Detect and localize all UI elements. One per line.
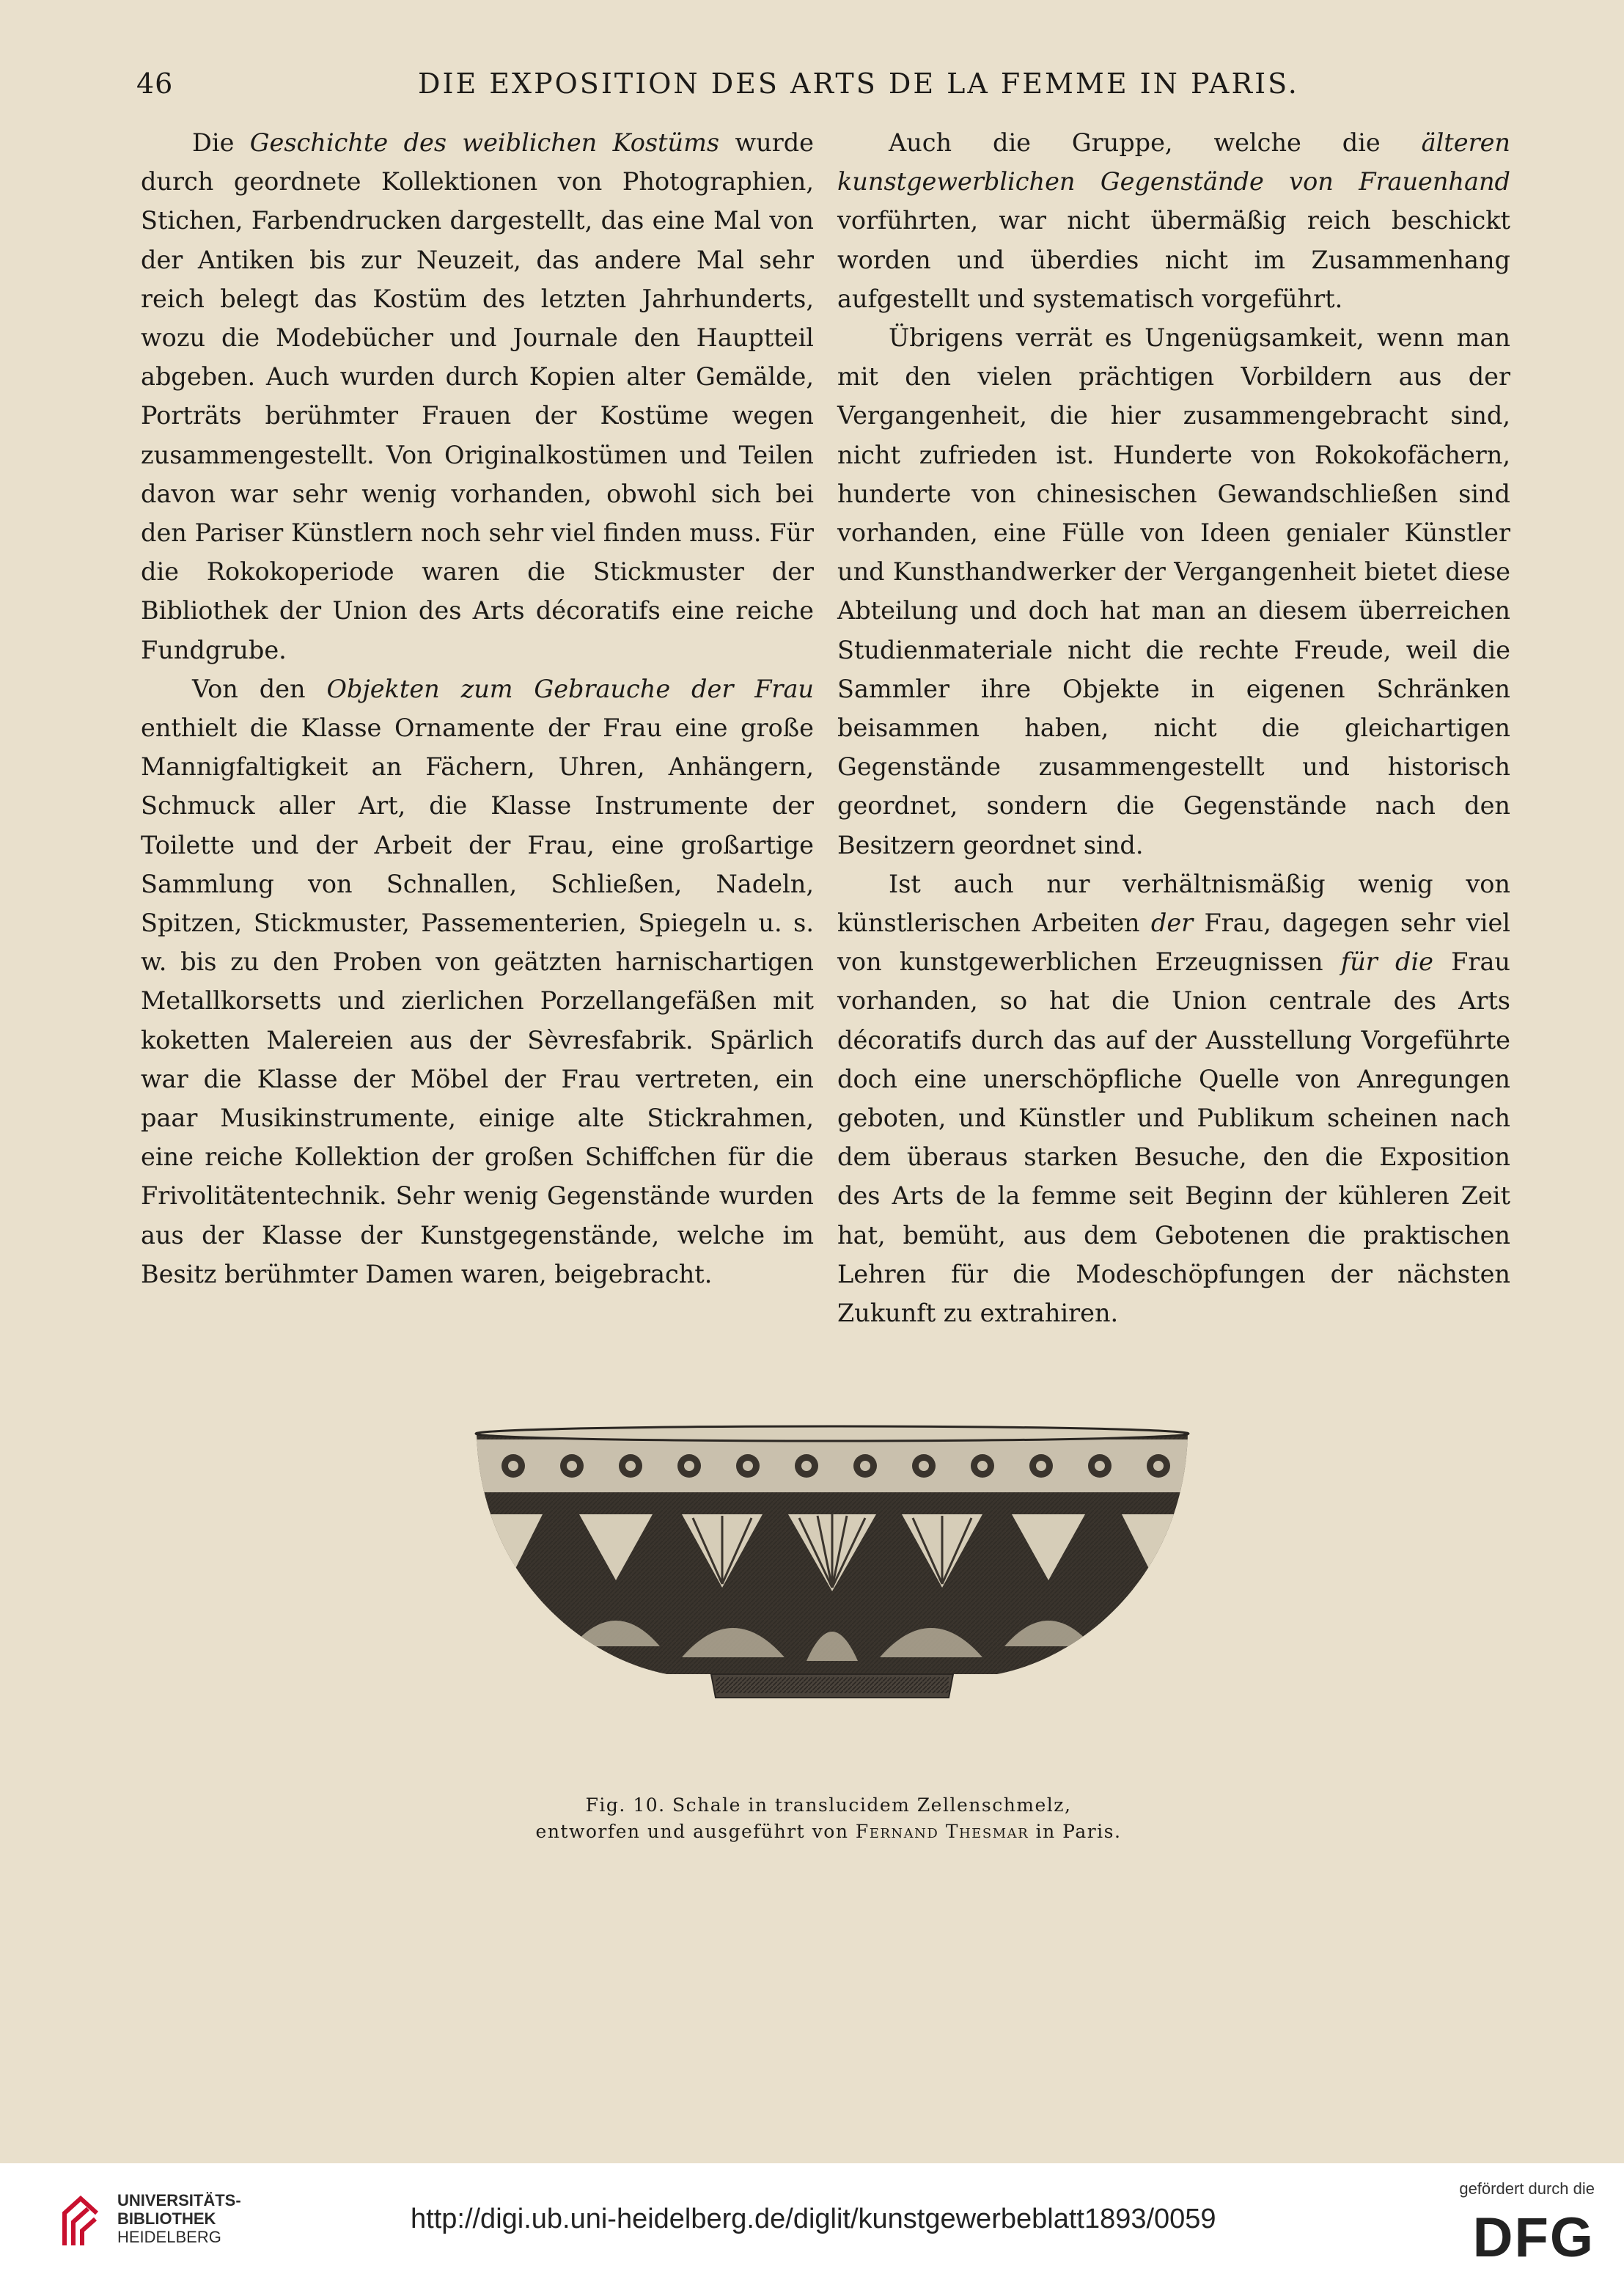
caption-line-2: entworfen und ausgeführt von Fernand Thesmar in Paris. <box>535 1821 1122 1842</box>
permalink-url[interactable]: http://digi.ub.uni-heidelberg.de/diglit/kunstgewerbeblatt1893/0059 <box>411 2204 1216 2234</box>
page-header <box>132 67 1510 111</box>
left-paragraph-2: Von den Objekten zum Gebrauche der Frau enthielt die Klasse Ornamente der Frau eine große Mannigfaltigkeit an Fächern, Uhren, Anhängern, Schmuck aller Art, die Klasse Instrumente der Toilette und der Arbeit der Frau, eine großartige Sammlung von Schnallen, Schließen, Nadeln, Spitzen, Stickmuster, Passementerien, Spiegeln u. s. w. bis zu den Proben von geätzten harnischartigen Metallkorsetts und zierlichen Porzellangefäßen mit koketten Malereien aus der Sèvresfabrik. Spärlich war die Klasse der Möbel der Frau vertreten, ein paar Musikinstrumente, einige alte Stickrahmen, eine reiche Kollektion der großen Schiffchen für die Frivolitätentechnik. Sehr wenig Gegenstände wurden aus der Klasse der Kunstgegenstände, welche im Besitz berühmter Damen waren, beigebracht. <box>141 674 814 1288</box>
right-paragraph-2: Übrigens verrät es Ungenügsamkeit, wenn man mit den vielen prächtigen Vorbildern aus der Vergangenheit, die hier zusammengebracht sind, nicht zufrieden ist. Hunderte von Rokokofächern, hunderte von chinesischen Gewandschließen sind vorhanden, eine Fülle von Ideen genialer Künstler und Kunsthandwerker der Vergangenheit bietet diese Abteilung und doch hat man an diesem überreichen Studienmateriale nicht die rechte Freude, weil die Sammler ihre Objekte in eigenen Schränken beisammen haben, nicht die gleichartigen Gegenstände zusammengestellt und historisch geordnet, sondern die Gegenstände nach den Besitzern geordnet sind. <box>837 323 1510 859</box>
running-title: DIE EXPOSITION DES ARTS DE LA FEMME IN PARIS. <box>418 67 1299 100</box>
funded-by-label: gefördert durch die <box>1459 2179 1595 2198</box>
caption-line-1: Fig. 10. Schale in translucidem Zellenschmelz, <box>585 1794 1072 1816</box>
library-name: UNIVERSITÄTS- BIBLIOTHEK HEIDELBERG <box>117 2191 241 2246</box>
right-paragraph-3: Ist auch nur verhältnismäßig wenig von künstlerischen Arbeiten der Frau, dagegen sehr viel von kunstgewerblichen Erzeugnissen für die Frau vorhanden, so hat die Union centrale des Arts décoratifs durch das auf der Ausstellung Vorgeführte doch eine unerschöpfliche Quelle von Anregungen geboten, und Künstler und Publikum scheinen nach dem überaus starken Besuche, den die Exposition des Arts de la femme seit Beginn der kühleren Zeit hat, bemüht, aus dem Gebotenen die praktischen Lehren für die Modeschöpfungen der nächsten Zukunft zu extrahiren. <box>837 869 1511 1328</box>
digitization-footer <box>0 2163 1624 2274</box>
figure-caption <box>440 1792 1217 1845</box>
right-column <box>837 123 1510 1332</box>
page-number: 46 <box>136 67 174 100</box>
bowl-illustration <box>469 1404 1195 1742</box>
left-column <box>141 123 814 1294</box>
left-paragraph-1: Die Geschichte des weiblichen Kostüms wurde durch geordnete Kollektionen von Photographien, Stichen, Farbendrucken dargestellt, das eine Mal von der Antiken bis zur Neuzeit, das andere Mal sehr reich belegt das Kostüm des letzten Jahrhunderts, wozu die Modebücher und Journale den Hauptteil abgeben. Auch wurden durch Kopien alter Gemälde, Porträts berühmter Frauen der Kostüme wegen zusammengestellt. Von Originalkostümen und Teilen davon war sehr wenig vorhanden, obwohl sich bei den Pariser Künstlern noch sehr viel finden muss. Für die Rokokoperiode waren die Stickmuster der Bibliothek der Union des Arts décoratifs eine reiche Fundgrube. <box>141 128 814 664</box>
right-paragraph-1: Auch die Gruppe, welche die älteren kunstgewerblichen Gegenstände von Frauenhand vorführten, war nicht übermäßig reich beschickt worden und überdies nicht im Zusammenhang aufgestellt und systematisch vorgeführt. <box>837 128 1510 313</box>
library-logo-icon <box>59 2193 103 2251</box>
dfg-logo: DFG <box>1472 2207 1595 2269</box>
